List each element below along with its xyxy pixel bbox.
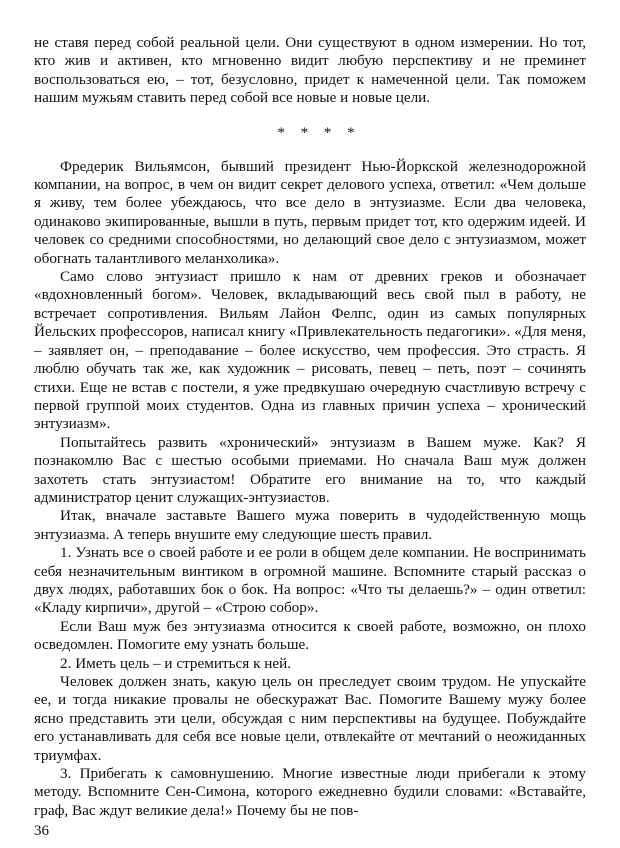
paragraph: 2. Иметь цель – и стремиться к ней. xyxy=(60,654,292,672)
paragraph: Человек должен знать, какую цель он преследует своим трудом. Не упускайте ее, и тогда никакие провалы не обескуражат Вас. Помогите Вашему мужу более ясно представить эти цели, обсуждая с ним перспективы на будущее. Побуждайте его устанавливать для себя все новые цели, отвлекайте от мечтаний о неожиданных триумфах. xyxy=(34,673,586,764)
paragraph: Попытайтесь развить «хронический» энтузиазм в Вашем муже. Как? Я познакомлю Вас с шестью особыми приемами. Но сначала Ваш муж должен захотеть стать энтузиастом! Обратите его внимание на то, что каждый администратор ценит служащих-энтузиастов. xyxy=(34,433,586,506)
section-separator: * * * * xyxy=(277,124,361,141)
paragraph-continued: не ставя перед собой реальной цели. Они существуют в одном измерении. Но тот, кто жив и активен, кто мгновенно видит любую перспективу и не преминет воспользоваться ею, – тот, безусловно, придет к намеченной цели. Так поможем нашим мужьям ставить перед собой все новые и новые цели. xyxy=(34,34,586,107)
paragraph: 3. Прибегать к самовнушению. Многие известные люди прибегали к этому методу. Вспомните Сен-Симона, которого ежедневно будили словами: «Вставайте, граф, Вас ждут великие дела!» Почему бы не пов- xyxy=(34,765,586,819)
paragraph: Фредерик Вильямсон, бывший президент Нью-Йоркской железнодорожной компании, на вопрос, в чем он видит секрет делового успеха, ответил: «Чем дольше я живу, тем более убеждаюсь, что все дело в энтузиазме. Если два человека, одинаково экипированные, вышли в путь, первым придет тот, кто одержим идеей. И человек со средними способностями, но делающий свое дело с энтузиазмом, может обогнать талантливого меланхолика». xyxy=(34,157,586,267)
paragraph: Если Ваш муж без энтузиазма относится к своей работе, возможно, он плохо осведомлен. Помогите ему узнать больше. xyxy=(34,617,586,654)
page-number: 36 xyxy=(34,823,49,839)
paragraph: 1. Узнать все о своей работе и ее роли в общем деле компании. Не воспринимать себя незначительным винтиком в огромной машине. Вспомните старый рассказ о двух людях, работавших бок о бок. На вопрос: «Что ты делаешь?» – один ответил: «Кладу кирпичи», другой – «Строю собор». xyxy=(34,544,586,617)
paragraph: Итак, вначале заставьте Вашего мужа поверить в чудодейственную мощь энтузиазма. А теперь внушите ему следующие шесть правил. xyxy=(34,507,586,543)
paragraph: Само слово энтузиаст пришло к нам от древних греков и обозначает «вдохновленный богом». Человек, вкладывающий весь свой пыл в работу, не встречает сопротивления. Вильям Лайон Фелпс, один из самых популярных Йельских профессоров, написал книгу «Привлекательность педагогики». «Для меня, – заявляет он, – преподавание – более искусство, чем профессия. Это страсть. Я люблю обучать так же, как художник – рисовать, певец – петь, поэт – сочинять стихи. Еще не встав с постели, я уже предвкушаю очередную счастливую встречу с первой группой моих студентов. Одна из главных причин успеха – хронический энтузиазм». xyxy=(34,268,586,433)
body-text xyxy=(34,34,586,820)
